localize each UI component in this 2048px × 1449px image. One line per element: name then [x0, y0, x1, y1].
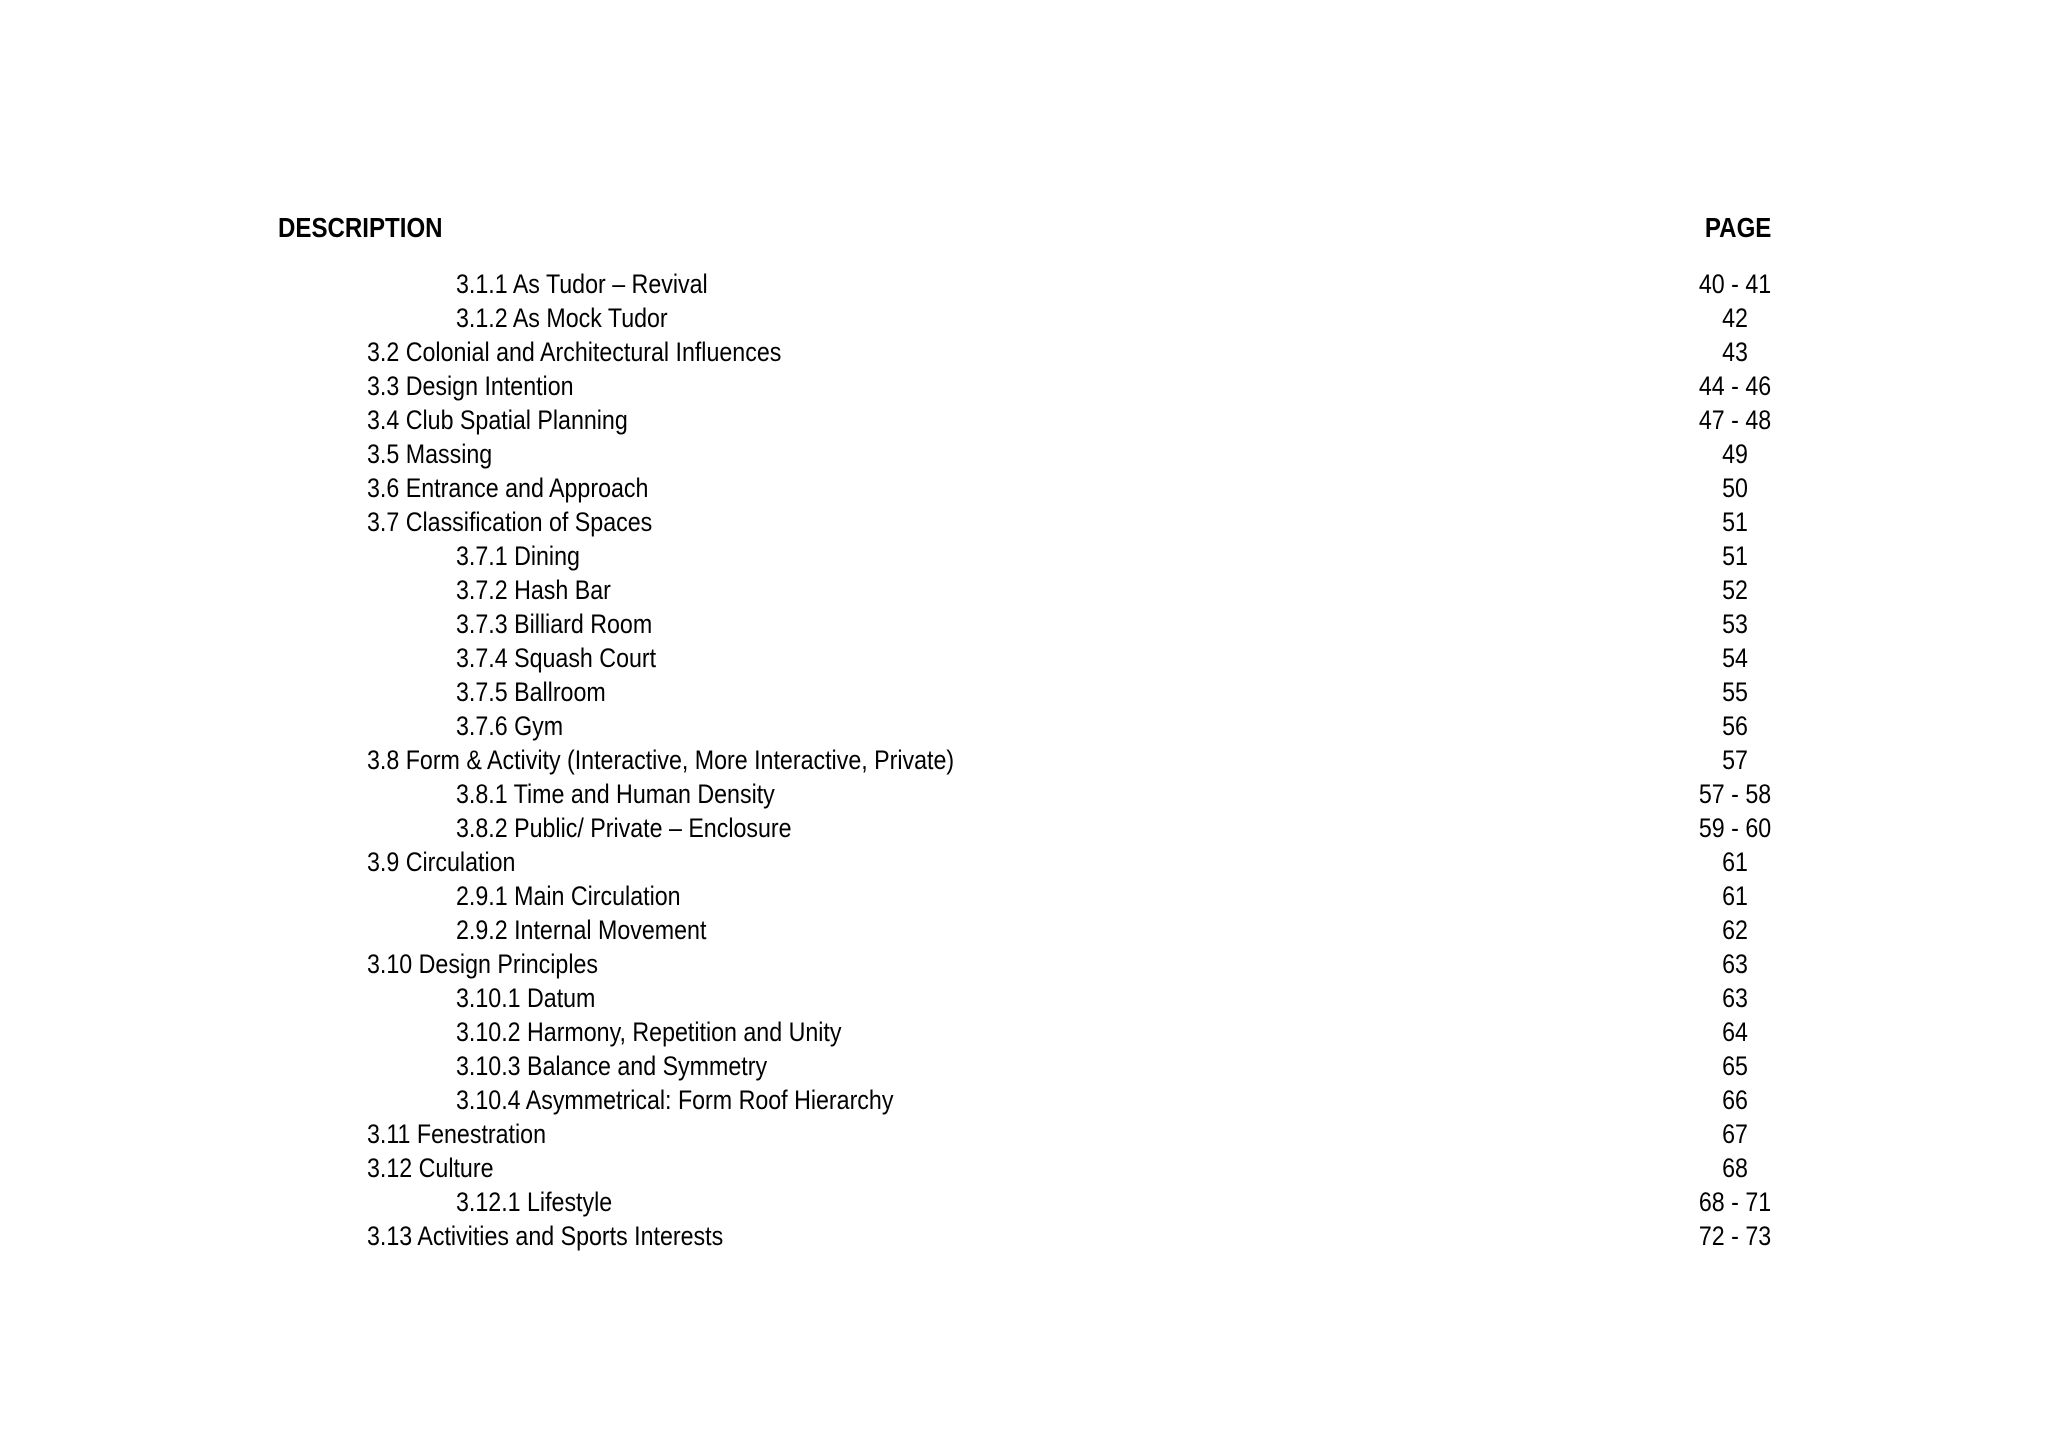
toc-entry-page: 55 — [1722, 677, 1748, 707]
toc-entry-title: 3.7.6 Gym — [456, 711, 564, 741]
toc-entry-title: 3.10.2 Harmony, Repetition and Unity — [456, 1017, 842, 1047]
toc-entry-page: 64 — [1722, 1017, 1748, 1047]
toc-entry-page: 56 — [1722, 711, 1748, 741]
toc-entry-page: 63 — [1722, 949, 1748, 979]
toc-entry-title: 3.1.2 As Mock Tudor — [456, 303, 668, 333]
toc-entry-title: 3.7.4 Squash Court — [456, 643, 657, 673]
toc-entry-title: 3.7 Classification of Spaces — [367, 507, 653, 537]
toc-entry-page: 57 — [1722, 745, 1748, 775]
toc-entry-page: 49 — [1722, 439, 1748, 469]
toc-entry — [0, 1219, 2048, 1253]
toc-entry — [0, 845, 2048, 879]
toc-entry — [0, 335, 2048, 369]
toc-entry-title: 3.13 Activities and Sports Interests — [367, 1221, 724, 1251]
toc-entry — [0, 675, 2048, 709]
toc-entry-page: 43 — [1722, 337, 1748, 367]
page-column-heading: PAGE — [1704, 212, 1772, 243]
toc-entry — [0, 573, 2048, 607]
toc-entry-page: 67 — [1722, 1119, 1748, 1149]
toc-entry — [0, 301, 2048, 335]
toc-entry-title: 3.3 Design Intention — [367, 371, 574, 401]
toc-entry-page: 47 - 48 — [1698, 405, 1772, 435]
toc-entry-title: 3.4 Club Spatial Planning — [367, 405, 628, 435]
toc-entry — [0, 369, 2048, 403]
toc-entry-title: 3.12.1 Lifestyle — [456, 1187, 613, 1217]
toc-entry-title: 3.5 Massing — [367, 439, 493, 469]
toc-entry-title: 2.9.1 Main Circulation — [456, 881, 681, 911]
toc-entry — [0, 981, 2048, 1015]
toc-entry — [0, 879, 2048, 913]
toc-entry-title: 3.11 Fenestration — [367, 1119, 547, 1149]
toc-entry-title: 3.10.3 Balance and Symmetry — [456, 1051, 768, 1081]
toc-entry-page: 53 — [1722, 609, 1748, 639]
toc-header — [0, 208, 2048, 248]
toc-entry — [0, 709, 2048, 743]
toc-entry-title: 3.7.2 Hash Bar — [456, 575, 611, 605]
toc-entry-title: 3.9 Circulation — [367, 847, 516, 877]
toc-entry-page: 42 — [1722, 303, 1748, 333]
description-column-heading: DESCRIPTION — [278, 212, 443, 243]
toc-entry-title: 3.10 Design Principles — [367, 949, 599, 979]
toc-entry-page: 50 — [1722, 473, 1748, 503]
toc-entry-title: 3.12 Culture — [367, 1153, 494, 1183]
toc-entry-title: 3.10.4 Asymmetrical: Form Roof Hierarchy — [456, 1085, 894, 1115]
toc-entry — [0, 1185, 2048, 1219]
toc-entry — [0, 437, 2048, 471]
toc-entry-page: 61 — [1722, 881, 1748, 911]
toc-entry-title: 3.7.1 Dining — [456, 541, 580, 571]
toc-entry — [0, 1083, 2048, 1117]
toc-entry-title: 3.1.1 As Tudor – Revival — [456, 269, 708, 299]
toc-entry-page: 54 — [1722, 643, 1748, 673]
toc-entry — [0, 1117, 2048, 1151]
toc-entry-page: 68 - 71 — [1698, 1187, 1772, 1217]
toc-entry-page: 66 — [1722, 1085, 1748, 1115]
toc-entry-page: 72 - 73 — [1698, 1221, 1772, 1251]
toc-entry — [0, 539, 2048, 573]
toc-entry-title: 3.8 Form & Activity (Interactive, More Interactive, Private) — [367, 745, 955, 775]
toc-entry-title: 3.8.2 Public/ Private – Enclosure — [456, 813, 792, 843]
toc-entry — [0, 1049, 2048, 1083]
toc-entry-page: 52 — [1722, 575, 1748, 605]
toc-entry-page: 65 — [1722, 1051, 1748, 1081]
toc-entry — [0, 811, 2048, 845]
toc-entry — [0, 607, 2048, 641]
toc-entry-page: 63 — [1722, 983, 1748, 1013]
toc-entry — [0, 1151, 2048, 1185]
toc-entry-title: 2.9.2 Internal Movement — [456, 915, 707, 945]
toc-entry — [0, 1015, 2048, 1049]
toc-entry — [0, 505, 2048, 539]
toc-entry — [0, 471, 2048, 505]
toc-entry-page: 62 — [1722, 915, 1748, 945]
toc-entry-title: 3.7.5 Ballroom — [456, 677, 606, 707]
toc-entry-page: 61 — [1722, 847, 1748, 877]
toc-entry-page: 44 - 46 — [1698, 371, 1772, 401]
toc-entry-title: 3.6 Entrance and Approach — [367, 473, 649, 503]
table-of-contents — [0, 267, 2048, 1253]
toc-entry — [0, 641, 2048, 675]
toc-entry-title: 3.10.1 Datum — [456, 983, 596, 1013]
toc-entry — [0, 403, 2048, 437]
toc-entry — [0, 913, 2048, 947]
toc-entry-page: 51 — [1722, 507, 1748, 537]
toc-entry-title: 3.2 Colonial and Architectural Influences — [367, 337, 782, 367]
toc-entry-page: 59 - 60 — [1698, 813, 1772, 843]
toc-entry-page: 68 — [1722, 1153, 1748, 1183]
toc-entry — [0, 267, 2048, 301]
toc-entry — [0, 777, 2048, 811]
toc-entry-title: 3.7.3 Billiard Room — [456, 609, 653, 639]
toc-entry-title: 3.8.1 Time and Human Density — [456, 779, 775, 809]
toc-entry-page: 51 — [1722, 541, 1748, 571]
toc-entry-page: 40 - 41 — [1698, 269, 1772, 299]
toc-entry-page: 57 - 58 — [1698, 779, 1772, 809]
toc-entry — [0, 743, 2048, 777]
toc-entry — [0, 947, 2048, 981]
